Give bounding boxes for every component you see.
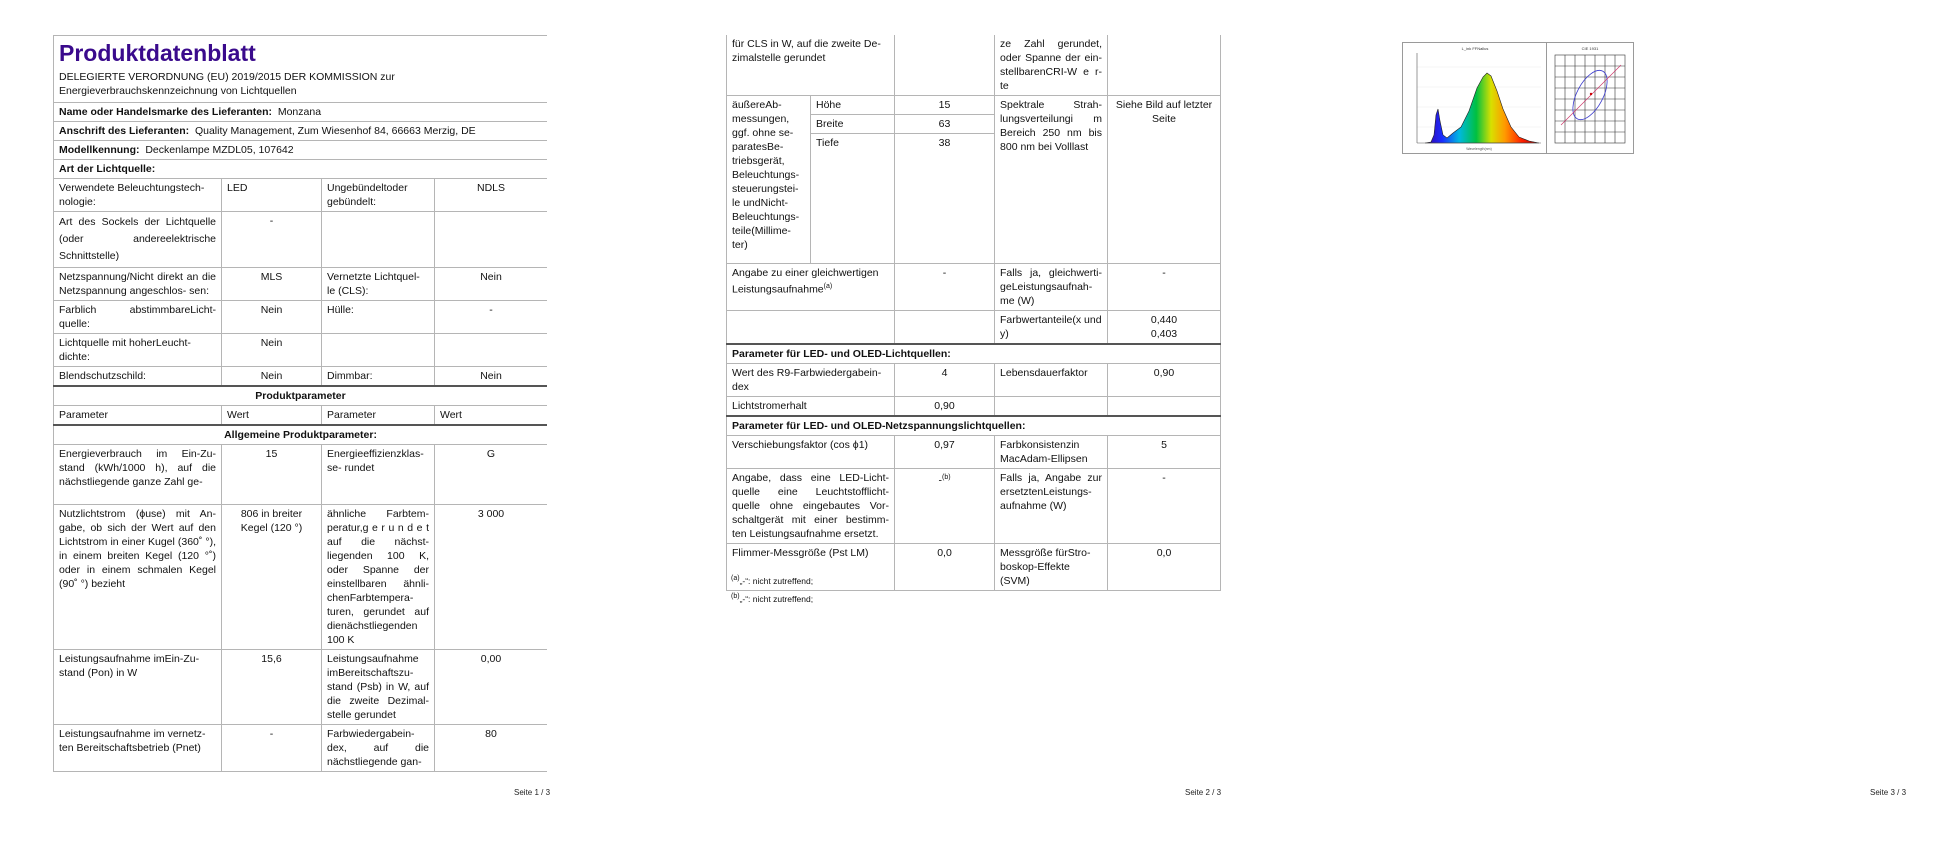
equivalent-power-row bbox=[727, 264, 1221, 311]
glare-label: Blendschutzschild: bbox=[54, 367, 222, 387]
flicker-label: Flimmer-Messgröße (Pst LM) bbox=[727, 544, 895, 591]
led-heading: Parameter für LED- und OLED-Lichtquellen: bbox=[727, 344, 1221, 364]
product-params-heading-row bbox=[54, 386, 548, 406]
spectral-label: Spektrale Strah- lungsverteilungi m Bereich 250 nm bis 800 nm bei Volllast bbox=[995, 96, 1108, 264]
dimmable-label: Dimmbar: bbox=[322, 367, 435, 387]
energy-value: 15 bbox=[222, 445, 322, 505]
spectrum-chart bbox=[1403, 43, 1547, 153]
eff-class-label: Energieeffizienzklas- se- rundet bbox=[322, 445, 435, 505]
displacement-row bbox=[727, 436, 1221, 469]
datasheet-page-2 bbox=[726, 35, 1220, 591]
macadam-value: 5 bbox=[1108, 436, 1221, 469]
mains-label: Netzspannung/Nicht direkt an die Netzspannung angeschlos- sen: bbox=[54, 268, 222, 301]
page-2-footer: Seite 2 / 3 bbox=[1185, 788, 1222, 797]
replacement-row bbox=[727, 469, 1221, 544]
dimensions-row bbox=[727, 96, 1221, 115]
energy-label: Energieverbrauch im Ein-Zu- stand (kWh/1000 h), auf die nächstliegende ganze Zahl ge- bbox=[54, 445, 222, 505]
flicker-value: 0,0 bbox=[895, 544, 995, 591]
spectrum-figure bbox=[1402, 42, 1548, 154]
high-lum-value: Nein bbox=[222, 334, 322, 367]
light-type-heading: Art der Lichtquelle: bbox=[54, 160, 548, 179]
footnote-b: $^{(b)}$„-“: nicht zutreffend; bbox=[731, 592, 814, 604]
eff-class-value: G bbox=[435, 445, 548, 505]
socket-value: - bbox=[222, 212, 322, 268]
led-mains-heading: Parameter für LED- und OLED-Netzspannungslichtquellen: bbox=[727, 416, 1221, 436]
flux-row bbox=[54, 505, 548, 650]
col-param: Parameter bbox=[54, 406, 222, 426]
technology-row bbox=[54, 179, 548, 212]
dimmable-value: Nein bbox=[435, 367, 548, 387]
regulation-text: DELEGIERTE VERORDNUNG (EU) 2019/2015 DER KOMMISSION zur Energieverbrauchskennzeichnung von Lichtquellen bbox=[59, 71, 395, 97]
flux-value: 806 in breiter Kegel (120 °) bbox=[222, 505, 322, 650]
datasheet-table-2 bbox=[726, 35, 1221, 591]
tunable-row bbox=[54, 301, 548, 334]
equiv-label: Angabe zu einer gleichwertigen Leistungsaufnahme bbox=[732, 267, 879, 296]
supplier-brand-row bbox=[54, 103, 548, 122]
psb-value: 0,00 bbox=[435, 650, 548, 725]
high-luminance-row bbox=[54, 334, 548, 367]
maint-value: 0,90 bbox=[895, 397, 995, 417]
pon-value: 15,6 bbox=[222, 650, 322, 725]
col-value2: Wert bbox=[435, 406, 548, 426]
dims-label: äußereAb- messungen, ggf. ohne se- paratesBe- triebsgerät, Beleuchtungs- steuerungstei- le undNicht- Beleuchtungs- teile(Millime- ter) bbox=[727, 96, 811, 264]
disp-label: Verschiebungsfaktor (cos ϕ1) bbox=[727, 436, 895, 469]
glare-row bbox=[54, 367, 548, 387]
r9-value: 4 bbox=[895, 364, 995, 397]
pnet-value: - bbox=[222, 725, 322, 772]
socket-label: Art des Sockels der Lichtquelle (oder andereelektrische Schnittstelle) bbox=[54, 212, 222, 268]
spectrum-curve bbox=[1425, 73, 1539, 143]
svm-label: Messgröße fürStro- boskop-Effekte (SVM) bbox=[995, 544, 1108, 591]
page-3-footer: Seite 3 / 3 bbox=[1870, 788, 1907, 797]
survival-label: Lebensdauerfaktor bbox=[995, 364, 1108, 397]
spectrum-title: L_ink FFNallus bbox=[1461, 46, 1489, 51]
continuation-row bbox=[727, 35, 1221, 96]
supplier-brand-label: Name oder Handelsmarke des Lieferanten: bbox=[59, 106, 272, 118]
page-1 bbox=[0, 0, 645, 842]
cls-value: Nein bbox=[435, 268, 548, 301]
pon-row bbox=[54, 650, 548, 725]
replace-sup: (b) bbox=[941, 474, 951, 481]
pon-label: Leistungsaufnahme imEin-Zu- stand (Pon) in W bbox=[54, 650, 222, 725]
cct-value: 3 000 bbox=[435, 505, 548, 650]
width-label: Breite bbox=[811, 115, 895, 134]
envelope-value: - bbox=[435, 301, 548, 334]
chroma-label: Farbwertanteile(x und y) bbox=[995, 311, 1108, 345]
width-value: 63 bbox=[895, 115, 995, 134]
equiv-power-label: Falls ja, gleichwerti- geLeistungsaufnah- me (W) bbox=[995, 264, 1108, 311]
cie-grid bbox=[1555, 55, 1625, 143]
r9-row bbox=[727, 364, 1221, 397]
column-header-row bbox=[54, 406, 548, 426]
page-3 bbox=[1290, 0, 1935, 842]
mains-row bbox=[54, 268, 548, 301]
footnote-a: $^{(a)}$„-“: nicht zutreffend; bbox=[731, 575, 814, 586]
height-label: Höhe bbox=[811, 96, 895, 115]
equiv-value: - bbox=[895, 264, 995, 311]
depth-label: Tiefe bbox=[811, 134, 895, 264]
directional-value: NDLS bbox=[435, 179, 548, 212]
macadam-label: Farbkonsistenzin MacAdam-Ellipsen bbox=[995, 436, 1108, 469]
chroma-y: 0,403 bbox=[1150, 328, 1178, 340]
directional-label: Ungebündeltoder gebündelt: bbox=[322, 179, 435, 212]
pnet-continued: für CLS in W, auf die zweite De- zimalstelle gerundet bbox=[727, 35, 895, 96]
psb-label: Leistungsaufnahme imBereitschaftszu- stand (Psb) in W, auf die zweite Dezimal- stelle gerundet bbox=[322, 650, 435, 725]
model-value: Deckenlampe MZDL05, 107642 bbox=[145, 144, 294, 156]
pnet-label: Leistungsaufnahme im vernetz- ten Bereitschaftsbetrieb (Pnet) bbox=[54, 725, 222, 772]
tunable-label: Farblich abstimmbareLicht- quelle: bbox=[54, 301, 222, 334]
cct-label: ähnliche Farbtem- peratur,g e r u n d e t auf die nächst- liegenden 100 K, oder Spanne der einstellbaren ähnli- chenFarbtempera- turen, gerundet auf dienächstliegenden 100 K bbox=[322, 505, 435, 650]
chromaticity-row bbox=[727, 311, 1221, 345]
light-type-heading-row bbox=[54, 160, 548, 179]
cie-title: CIE 1931 bbox=[1581, 46, 1599, 51]
led-heading-row bbox=[727, 344, 1221, 364]
header-row bbox=[54, 36, 548, 103]
envelope-label: Hülle: bbox=[322, 301, 435, 334]
replace-value: - bbox=[938, 474, 942, 487]
general-params-heading-row bbox=[54, 425, 548, 445]
cie-chart bbox=[1547, 43, 1633, 153]
supplier-address-row bbox=[54, 122, 548, 141]
mains-value: MLS bbox=[222, 268, 322, 301]
flux-label: Nutzlichtstrom (ϕuse) mit An- gabe, ob sich der Wert auf den Lichtstrom in einer Kugel (360˚ °), in einem breiten Kegel (120 °˚) oder in einem schmalen Kegel (90˚ °) bezieht bbox=[54, 505, 222, 650]
replace-label: Angabe, dass eine LED-Licht- quelle eine Leuchtstofflicht- quelle ohne eingebautes Vor- schaltgerät mit einer bestimm- ten Leistungsaufnahme ersetzt. bbox=[727, 469, 895, 544]
socket-row bbox=[54, 212, 548, 268]
col-param2: Parameter bbox=[322, 406, 435, 426]
high-lum-label: Lichtquelle mit hoherLeucht- dichte: bbox=[54, 334, 222, 367]
model-label: Modellkennung: bbox=[59, 144, 140, 156]
glare-value: Nein bbox=[222, 367, 322, 387]
supplier-brand-value: Monzana bbox=[277, 106, 322, 118]
general-params-heading: Allgemeine Produktparameter: bbox=[54, 425, 548, 445]
datasheet-page-1 bbox=[53, 35, 547, 787]
cri-label: Farbwiedergabein- dex, auf die nächstliegende gan- bbox=[322, 725, 435, 772]
energy-row bbox=[54, 445, 548, 505]
replace-power-label: Falls ja, Angabe zur ersetztenLeistungs- aufnahme (W) bbox=[995, 469, 1108, 544]
chromaticity-point bbox=[1590, 93, 1592, 95]
model-row bbox=[54, 141, 548, 160]
tunable-value: Nein bbox=[222, 301, 322, 334]
supplier-address-label: Anschrift des Lieferanten: bbox=[59, 125, 190, 137]
led-mains-heading-row bbox=[727, 416, 1221, 436]
product-params-heading: Produktparameter bbox=[54, 386, 548, 406]
cri-continued: ze Zahl gerundet, oder Spanne der ein- stellbarenCRI-W e r- te bbox=[995, 35, 1108, 96]
height-value: 15 bbox=[895, 96, 995, 115]
replace-power-value: - bbox=[1108, 469, 1221, 544]
datasheet-table-1 bbox=[53, 35, 547, 772]
r9-label: Wert des R9-Farbwiedergabein- dex bbox=[727, 364, 895, 397]
cls-label: Vernetzte Lichtquel- le (CLS): bbox=[322, 268, 435, 301]
cri-value: 80 bbox=[435, 725, 548, 772]
chroma-x: 0,440 bbox=[1150, 314, 1178, 326]
page-title: Produktdatenblatt bbox=[59, 40, 256, 66]
maint-label: Lichtstromerhalt bbox=[727, 397, 895, 417]
survival-value: 0,90 bbox=[1108, 364, 1221, 397]
svm-value: 0,0 bbox=[1108, 544, 1221, 591]
page-2 bbox=[645, 0, 1290, 842]
page-1-footer: Seite 1 / 3 bbox=[514, 788, 551, 797]
spectral-value: Siehe Bild auf letzter Seite bbox=[1108, 96, 1221, 264]
supplier-address-value: Quality Management, Zum Wiesenhof 84, 66663 Merzig, DE bbox=[194, 125, 476, 137]
depth-value: 38 bbox=[895, 134, 995, 264]
pnet-row bbox=[54, 725, 548, 772]
equiv-power-value: - bbox=[1108, 264, 1221, 311]
tech-value: LED bbox=[222, 179, 322, 212]
cie-figure bbox=[1546, 42, 1634, 154]
col-value: Wert bbox=[222, 406, 322, 426]
macadam-ellipse bbox=[1566, 65, 1614, 125]
spectrum-xlabel: Wavelength(nm) bbox=[1466, 147, 1492, 151]
footnotes bbox=[731, 571, 813, 607]
maintenance-row bbox=[727, 397, 1221, 417]
equiv-sup: (a) bbox=[823, 283, 833, 290]
disp-value: 0,97 bbox=[895, 436, 995, 469]
tech-label: Verwendete Beleuchtungstech- nologie: bbox=[54, 179, 222, 212]
